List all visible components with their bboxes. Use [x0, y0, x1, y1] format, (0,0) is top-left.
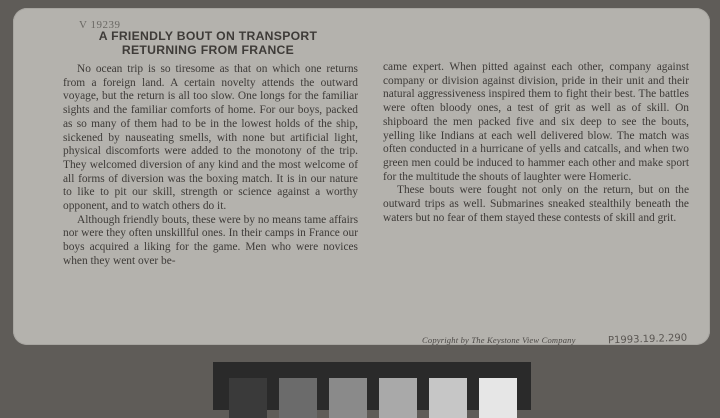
paragraph: These bouts were fought not only on the return, but on the outward trips as well. Submarines sneaked stealthily beneath the waters but no fear of them stayed these contests of skill and grit. [383, 184, 689, 224]
text-column-right [383, 61, 689, 225]
accession-number: P1993.19.2.290 [607, 332, 688, 347]
gray-swatch [329, 378, 367, 418]
gray-swatch [429, 378, 467, 418]
card-title [49, 30, 367, 57]
catalog-number: V 19239 [79, 19, 121, 31]
text-column-left [63, 63, 358, 269]
gray-swatch [229, 378, 267, 418]
title-line-1: A FRIENDLY BOUT ON TRANSPORT [98, 29, 318, 43]
paragraph: No ocean trip is so tiresome as that on which one returns from a foreign land. A certain novelty attends the outward voyage, but the return is all too slow. One longs for the familiar sights and the familiar comforts of home. For our boys, packed as so many of them had to be in the lowest holds of the ship, sickened by nauseating smells, with none but artificial light, physical discomforts were added to the monotony of the trip. They welcomed diversion of any kind and the most welcome of all forms of diversion was the boxing match. It is in our nature to like to pit our skill, strength or science against a worthy opponent, and to watch others do it. [63, 63, 358, 213]
gray-swatch [379, 378, 417, 418]
gray-scale-calibration-strip [213, 362, 531, 410]
paragraph: Although friendly bouts, these were by no means tame affairs nor were they often unskillful ones. In their camps in France our boys acquired a liking for the game. Men who were novices when they went over be- [63, 213, 358, 267]
paragraph: came expert. When pitted against each other, company against company or division against division, pride in their unit and their natural aggressiveness inspired them to fight their best. The battles were often bloody ones, a test of grit as well as of skill. On shipboard the men packed five and six deep to see the bouts, yelling like Indians at each well delivered blow. The match was often conducted in a hurricane of yells and catcalls, and when two green men could be induced to hammer each other and make sport for the multitude the shouts of laughter were Homeric. [383, 61, 689, 183]
title-line-2: RETURNING FROM FRANCE [121, 42, 295, 57]
gray-swatch [279, 378, 317, 418]
gray-swatch [479, 378, 517, 418]
copyright-notice: Copyright by The Keystone View Company [422, 335, 576, 345]
stereograph-card-back [13, 8, 710, 345]
